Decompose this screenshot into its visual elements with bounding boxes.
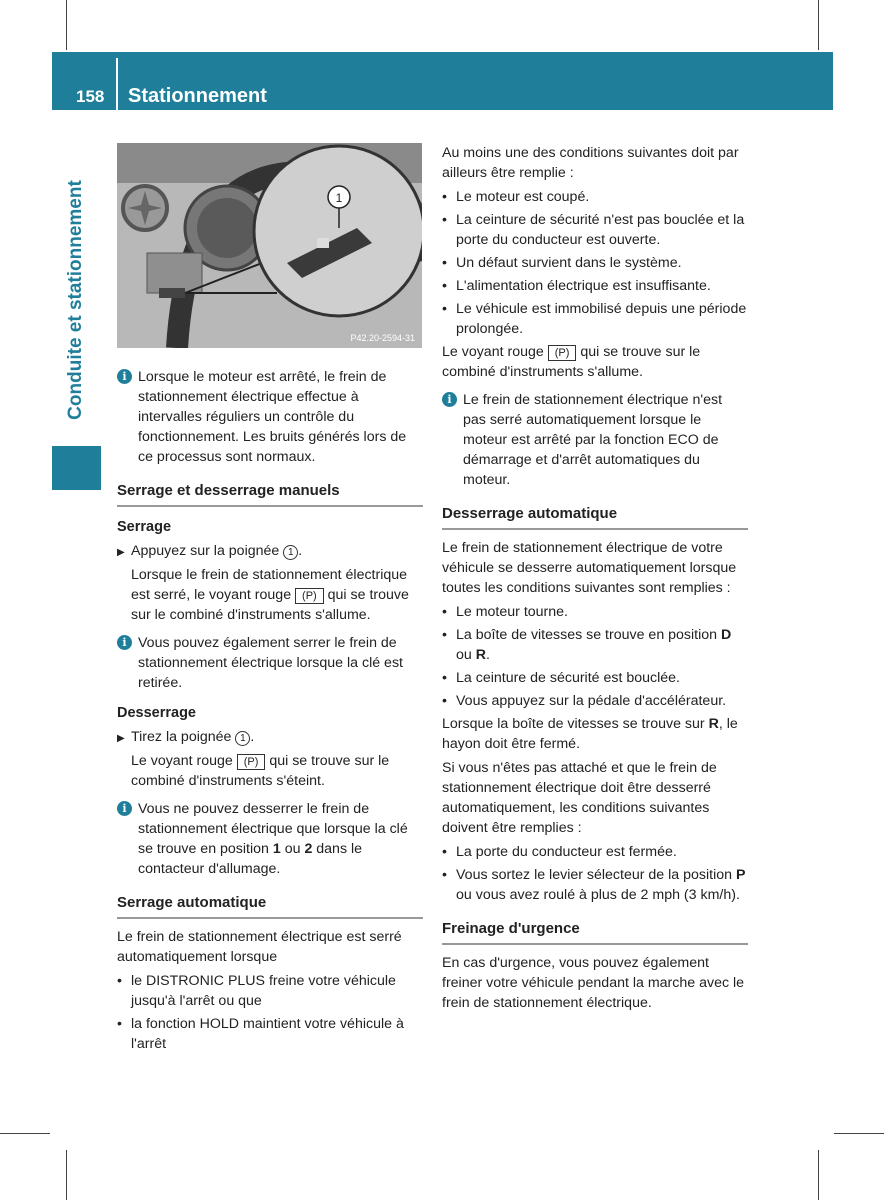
paragraph: Le frein de stationnement électrique de votre véhicule se desserre automatiquement lorsque toutes les conditions suivantes sont remplies : — [442, 540, 737, 596]
arrow-right-icon: ▶ — [117, 547, 125, 558]
list-item: • Un défaut survient dans le système. — [442, 255, 682, 271]
right-column — [442, 143, 748, 1017]
instruction-step: ▶ Tirez la poignée 1 . — [117, 727, 423, 749]
crop-mark — [66, 0, 67, 50]
paragraph: Le frein de stationnement électrique est serré automatiquement lorsque — [117, 929, 402, 965]
paragraph: En cas d'urgence, vous pouvez également freiner votre véhicule pendant la marche avec le frein de stationnement électrique. — [442, 955, 745, 1011]
info-note: i Vous ne pouvez desserrer le frein de stationnement électrique que lorsque la clé se trouve en position 1 ou 2 dans le contacteur d'allumage. — [117, 799, 423, 879]
list-item: • Le véhicule est immobilisé depuis une période prolongée. — [442, 301, 747, 337]
list-item: • le DISTRONIC PLUS freine votre véhicule jusqu'à l'arrêt ou que — [117, 973, 396, 1009]
list-item: • La porte du conducteur est fermée. — [442, 844, 677, 860]
callout-ref: 1 — [283, 545, 298, 560]
paragraph: Au moins une des conditions suivantes doit par ailleurs être remplie : — [442, 145, 739, 181]
left-column — [117, 359, 423, 1057]
paragraph: Lorsque la boîte de vitesses se trouve sur R, le hayon doit être fermé. — [442, 716, 738, 752]
info-icon: i — [117, 635, 132, 650]
page-title: Stationnement — [128, 85, 267, 107]
page-number: 158 — [76, 87, 105, 106]
parking-brake-icon: (P) — [237, 754, 266, 770]
crop-mark — [834, 1133, 884, 1134]
info-note: i Le frein de stationnement électrique n'est pas serré automatiquement lorsque le moteur est arrêté par la fonction ECO de démarrage et d'arrêt automatiques du moteur. — [442, 390, 748, 490]
crop-mark — [818, 0, 819, 50]
list-item: • Vous appuyez sur la pédale d'accélérateur. — [442, 693, 727, 709]
paragraph: Si vous n'êtes pas attaché et que le frein de stationnement électrique doit être desserré automatiquement, les conditions suivantes doivent être remplies : — [442, 760, 717, 836]
list-item: • La ceinture de sécurité est bouclée. — [442, 670, 680, 686]
info-icon: i — [442, 392, 457, 407]
subheading: Desserrage — [117, 705, 196, 721]
figure-code: P42.20-2594-31 — [350, 333, 415, 343]
header-divider — [116, 58, 118, 110]
paragraph: Le voyant rouge (P) qui se trouve sur le combiné d'instruments s'allume. — [442, 344, 701, 380]
list-item: • Le moteur est coupé. — [442, 189, 590, 205]
section-heading: Desserrage automatique — [442, 504, 748, 530]
side-tab-label: Conduite et stationnement — [65, 180, 86, 420]
side-tab-marker — [52, 446, 101, 490]
parking-brake-icon: (P) — [295, 588, 324, 604]
info-icon: i — [117, 369, 132, 384]
list-item: • L'alimentation électrique est insuffisante. — [442, 278, 711, 294]
crop-mark — [818, 1150, 819, 1200]
parking-brake-icon: (P) — [548, 345, 577, 361]
callout-ref: 1 — [235, 731, 250, 746]
section-heading: Freinage d'urgence — [442, 919, 748, 945]
section-heading: Serrage automatique — [117, 893, 423, 919]
subheading: Serrage — [117, 519, 172, 535]
list-item: • Le moteur tourne. — [442, 604, 568, 620]
info-note: i Lorsque le moteur est arrêté, le frein de stationnement électrique effectue à intervalles réguliers un contrôle du fonctionnement. Les bruits générés lors de ce processus sont normaux. — [117, 367, 423, 467]
info-note: i Vous pouvez également serrer le frein de stationnement électrique lorsque la clé est retirée. — [117, 633, 423, 693]
step-result: Le voyant rouge (P) qui se trouve sur le combiné d'instruments s'éteint. — [131, 753, 390, 789]
list-item: • La boîte de vitesses se trouve en position D ou R. — [442, 627, 732, 663]
instruction-step: ▶ Appuyez sur la poignée 1 . — [117, 541, 423, 563]
section-heading: Serrage et desserrage manuels — [117, 481, 423, 507]
figure-callout: 1 — [335, 191, 343, 205]
arrow-right-icon: ▶ — [117, 733, 125, 744]
crop-mark — [66, 1150, 67, 1200]
parking-brake-photo — [117, 143, 422, 348]
list-item: • Vous sortez le levier sélecteur de la position P ou vous avez roulé à plus de 2 mph (3 km/h). — [442, 867, 746, 903]
step-result: Lorsque le frein de stationnement électrique est serré, le voyant rouge (P) qui se trouve sur le combiné d'instruments s'allume. — [131, 567, 409, 623]
crop-mark — [0, 1133, 50, 1134]
list-item: • La ceinture de sécurité n'est pas bouclée et la porte du conducteur est ouverte. — [442, 212, 745, 248]
list-item: • la fonction HOLD maintient votre véhicule à l'arrêt — [117, 1016, 404, 1052]
info-icon: i — [117, 801, 132, 816]
